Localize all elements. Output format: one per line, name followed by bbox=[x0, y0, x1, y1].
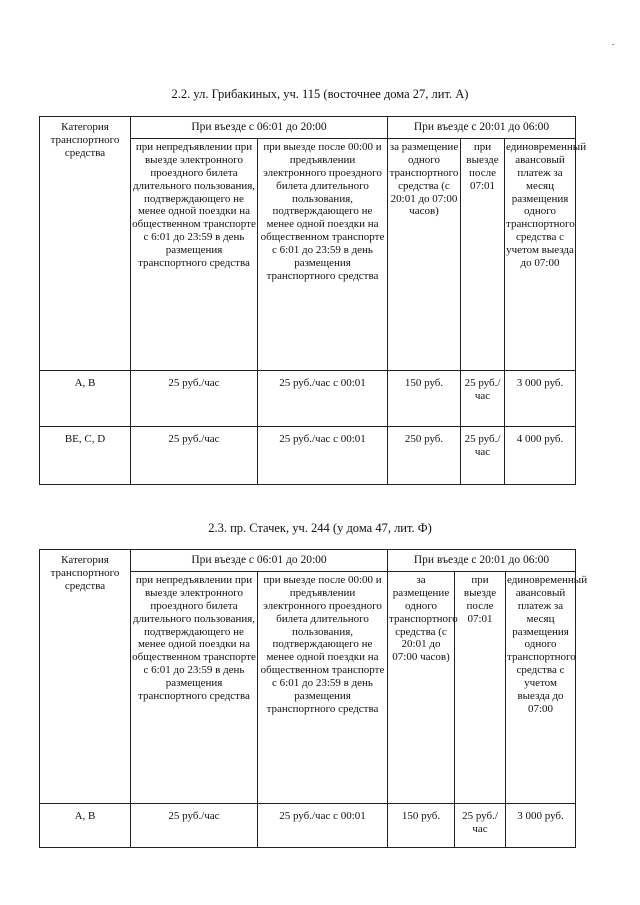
sub-header-no-ticket: при непредъявлении при выезде электронного проездного билета длительного пользования, подтверждающего не менее одной поездки на общественном транспорте с 6:01 до 23:59 в день размещения транспортного средства bbox=[131, 138, 258, 370]
sub-header-with-ticket: при выезде после 00:00 и предъявлении электронного проездного билета длительного пользования, подтверждающего не менее одной поездки на общественном транспорте с 6:01 до 23:59 в день размещения транспортного средства bbox=[258, 571, 388, 803]
sub-header-monthly: единовременный авансовый платеж за месяц размещения одного транспортного средства с учетом выезда до 07:00 bbox=[506, 571, 576, 803]
row-category: A, B bbox=[40, 803, 131, 847]
row-value-4: 25 руб./час bbox=[461, 370, 505, 426]
night-group-header: При въезде с 20:01 до 06:00 bbox=[388, 117, 576, 139]
row-value-4: 25 руб./час bbox=[461, 426, 505, 484]
sub-header-monthly: единовременный авансовый платеж за месяц размещения одного транспортного средства с учетом выезда до 07:00 bbox=[505, 138, 576, 370]
row-category: BE, C, D bbox=[40, 426, 131, 484]
row-value-2: 25 руб./час с 00:01 bbox=[258, 426, 388, 484]
table-header-row bbox=[40, 117, 576, 139]
sub-header-after-0701: при выезде после 07:01 bbox=[461, 138, 505, 370]
row-value-5: 4 000 руб. bbox=[505, 426, 576, 484]
day-group-header: При въезде с 06:01 до 20:00 bbox=[131, 550, 388, 572]
row-value-3: 150 руб. bbox=[388, 803, 455, 847]
row-value-2: 25 руб./час с 00:01 bbox=[258, 803, 388, 847]
row-value-3: 250 руб. bbox=[388, 426, 461, 484]
sub-header-after-0701: при выезде после 07:01 bbox=[455, 571, 506, 803]
day-group-header: При въезде с 06:01 до 20:00 bbox=[131, 117, 388, 139]
row-value-5: 3 000 руб. bbox=[505, 370, 576, 426]
sub-header-with-ticket: при выезде после 00:00 и предъявлении электронного проездного билета длительного пользования, подтверждающего не менее одной поездки на общественном транспорте с 6:01 до 23:59 в день размещения транспортного средства bbox=[258, 138, 388, 370]
row-value-1: 25 руб./час bbox=[131, 803, 258, 847]
row-value-1: 25 руб./час bbox=[131, 426, 258, 484]
sub-header-night-fixed: за размещение одного транспортного средства (с 20:01 до 07:00 часов) bbox=[388, 571, 455, 803]
category-header: Категория транспортного средства bbox=[40, 117, 131, 371]
tariff-table-2-3 bbox=[39, 549, 588, 848]
table-row bbox=[40, 426, 576, 484]
category-header: Категория транспортного средства bbox=[40, 550, 131, 804]
row-value-5: 3 000 руб. bbox=[506, 803, 576, 847]
sub-header-no-ticket: при непредъявлении при выезде электронного проездного билета длительного пользования, подтверждающего не менее одной поездки на общественном транспорте с 6:01 до 23:59 в день размещения транспортного средства bbox=[131, 571, 258, 803]
row-value-4: 25 руб./час bbox=[455, 803, 506, 847]
row-category: A, B bbox=[40, 370, 131, 426]
scan-speck bbox=[612, 44, 614, 45]
sub-header-night-fixed: за размещение одного транспортного средства (с 20:01 до 07:00 часов) bbox=[388, 138, 461, 370]
row-value-2: 25 руб./час с 00:01 bbox=[258, 370, 388, 426]
table-row bbox=[40, 803, 576, 847]
section-title-2-2: 2.2. ул. Грибакиных, уч. 115 (восточнее дома 27, лит. А) bbox=[171, 87, 469, 101]
section-title-2-3: 2.3. пр. Стачек, уч. 244 (у дома 47, лит. Ф) bbox=[208, 521, 432, 535]
row-value-1: 25 руб./час bbox=[131, 370, 258, 426]
night-group-header: При въезде с 20:01 до 06:00 bbox=[388, 550, 576, 572]
table-header-row bbox=[40, 550, 576, 572]
table-row bbox=[40, 370, 576, 426]
tariff-table-2-2 bbox=[39, 116, 587, 485]
row-value-3: 150 руб. bbox=[388, 370, 461, 426]
